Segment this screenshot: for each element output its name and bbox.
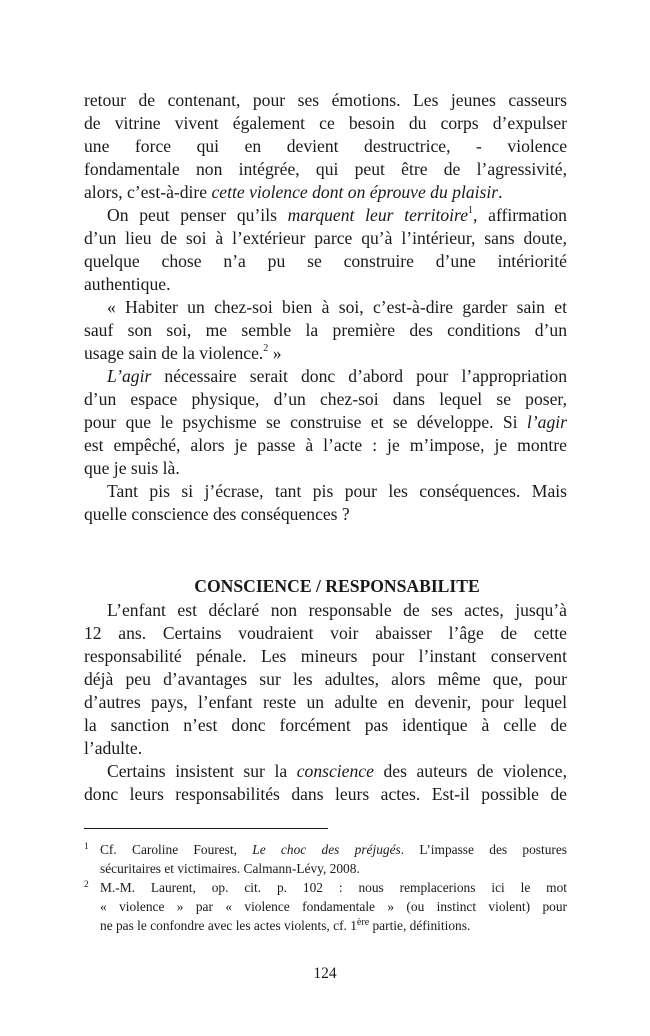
text-line: « Habiter un chez-soi bien à soi, c’est-à-dire garder sain et (107, 297, 567, 317)
text-span: . L’impasse des postures (400, 842, 567, 857)
text-span: des auteurs de violence, (373, 761, 567, 781)
italic-term: marquent leur territoire (287, 205, 469, 225)
footnote-line: « violence » par « violence fondamentale » (ou instinct violent) pour (100, 899, 567, 914)
text-line: de vitrine vivent également ce besoin du corps d’expulser (84, 113, 567, 133)
footnote-line: M.-M. Laurent, op. cit. p. 102 : nous remplacerions ici le mot (100, 880, 567, 895)
paragraph-7 (84, 760, 567, 806)
section-heading: CONSCIENCE / RESPONSABILITE (194, 576, 480, 596)
paragraph-4 (84, 365, 567, 480)
text-line: retour de contenant, pour ses émotions. Les jeunes casseurs (84, 90, 567, 110)
italic-title: , Le choc des préjugés (233, 842, 401, 857)
text-span: . (498, 182, 503, 202)
italic-term: L’agir (107, 366, 152, 386)
text-line (84, 365, 567, 388)
text-line (84, 181, 567, 204)
footnote-line (84, 840, 567, 859)
text-line: fondamentale non intégrée, qui peut être de l’agressivité, (84, 159, 567, 179)
section-spacer (84, 526, 567, 573)
text-span: alors, c’est-à-dire (84, 182, 212, 202)
text-span: usage sain de la violence. (84, 343, 264, 363)
text-line: une force qui en devient destructrice, - violence (84, 136, 567, 156)
text-span: » (268, 343, 282, 363)
text-line: donc leurs responsabilités dans leurs actes. Est-il possible de (84, 784, 567, 804)
text-span: partie, définitions. (369, 918, 471, 933)
page-number: 124 (313, 965, 337, 982)
text-span: ne pas le confondre avec les actes violents, cf. 1 (100, 918, 357, 933)
text-span: nécessaire serait donc d’abord pour l’appropriation (151, 366, 567, 386)
footnote-1 (84, 840, 567, 878)
footnote-number: 1 (84, 842, 89, 852)
footnote-ref-2: 2 (263, 343, 269, 354)
paragraph-2 (84, 204, 567, 296)
superscript: ère (356, 917, 370, 928)
text-line: d’un espace physique, d’un chez-soi dans lequel se poser, (84, 389, 567, 409)
text-line: quelque chose n’a pu se construire d’une intériorité (84, 251, 567, 271)
text-line: L’enfant est déclaré non responsable de ses actes, jusqu’à (107, 600, 567, 620)
text-line (84, 342, 567, 365)
italic-term: l’agir (526, 412, 567, 432)
text-span: Certains insistent sur la (107, 761, 297, 781)
text-span: Cf. Caroline Fourest (100, 842, 234, 857)
paragraph-5 (84, 480, 567, 526)
text-line: responsabilité pénale. Les mineurs pour l’instant conservent (84, 646, 567, 666)
footnote-divider (84, 828, 328, 829)
text-span: pour que le psychisme se construise et se développe. Si (84, 412, 527, 432)
text-line: authentique. (84, 274, 171, 294)
italic-quote: cette violence dont on éprouve du plaisir (211, 182, 499, 202)
text-line: quelle conscience des conséquences ? (84, 504, 350, 524)
text-line: que je suis là. (84, 458, 180, 478)
text-line: déjà peu d’avantages sur les adultes, alors même que, pour (84, 669, 567, 689)
text-span: On peut penser qu’ils (107, 205, 288, 225)
text-line: d’un lieu de soi à l’extérieur parce qu’à l’intérieur, sans doute, (84, 228, 567, 248)
footnote-number: 2 (84, 880, 89, 890)
text-line (84, 411, 567, 434)
paragraph-6 (84, 599, 567, 760)
italic-term: conscience (296, 761, 374, 781)
footnote-line (84, 916, 567, 935)
footnote-line: sécuritaires et victimaires. Calmann-Lévy, 2008. (100, 861, 360, 876)
body-text (84, 89, 567, 806)
text-line (84, 760, 567, 783)
text-line: Tant pis si j’écrase, tant pis pour les conséquences. Mais (107, 481, 567, 501)
text-span: , affirmation (473, 205, 567, 225)
text-line (84, 204, 567, 227)
paragraph-3 (84, 296, 567, 365)
footnote-ref-1: 1 (468, 205, 474, 216)
footnote-2 (84, 878, 567, 935)
footnotes (84, 840, 567, 935)
paragraph-1 (84, 89, 567, 204)
text-line: 12 ans. Certains voudraient voir abaisser l’âge de cette (84, 623, 567, 643)
text-line: sauf son soi, me semble la première des conditions d’un (84, 320, 567, 340)
text-line: d’autres pays, l’enfant reste un adulte en devenir, pour lequel (84, 692, 567, 712)
text-line: la sanction n’est donc forcément pas identique à celle de (84, 715, 567, 735)
text-line: est empêché, alors je passe à l’acte : je m’impose, je montre (84, 435, 567, 455)
text-line: l’adulte. (84, 738, 143, 758)
